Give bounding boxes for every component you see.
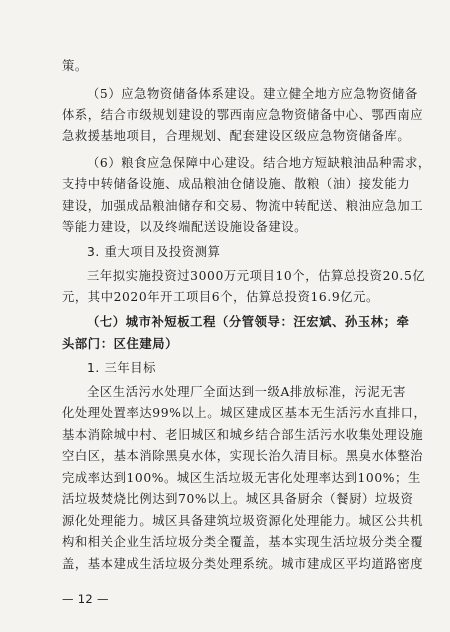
section-heading-3: 3. 重大项目及投资测算 bbox=[87, 245, 221, 259]
text-line-6: 支持中转储备设施、成品粮油仓储设施、散粮（油）接发能力 bbox=[62, 177, 411, 191]
section-heading-7-cont: 头部门：区住建局） bbox=[62, 336, 179, 351]
text-line-23: 盖，基本建成生活垃圾分类处理系统。城市建成区平均道路密度 bbox=[62, 557, 424, 571]
text-line-7: 建设，加强成品粮油储存和交易、物流中转配送、粮油应急加工 bbox=[62, 199, 424, 213]
text-line-5: （6）粮食应急保障中心建设。结合地方短缺粮油品种需求， bbox=[87, 156, 431, 170]
text-line-10: 三年拟实施投资过3000万元项目10个，估算总投资20.5亿 bbox=[87, 269, 426, 283]
text-line-15: 全区生活污水处理厂全面达到一级A排放标准，污泥无害 bbox=[87, 385, 407, 399]
text-line-21: 源化处理能力。城区具备建筑垃圾资源化处理能力。城区公共机 bbox=[62, 514, 424, 528]
section-heading-7: （七）城市补短板工程（分管领导：汪宏斌、孙玉林；牵 bbox=[87, 314, 410, 329]
text-line-8: 等能力建设，以及终端配送设施设备建设。 bbox=[62, 220, 308, 234]
text-line-3: 体系，结合市级规划建设的鄂西南应急物资储备中心、鄂西南应 bbox=[62, 108, 424, 122]
text-line-11: 元，其中2020年开工项目6个，估算总投资16.9亿元。 bbox=[62, 290, 379, 304]
text-line-16: 化处理处置率达99%以上。城区建成区基本无生活污水直排口， bbox=[62, 406, 427, 420]
text-line-4: 急救援基地项目，合理规划、配套建设区级应急物资储备库。 bbox=[62, 129, 411, 143]
subsection-heading-1: 1. 三年目标 bbox=[87, 361, 157, 375]
text-line-22: 构和相关企业生活垃圾分类全覆盖，基本实现生活垃圾分类全覆 bbox=[62, 535, 424, 549]
page-number: — 12 — bbox=[62, 592, 109, 606]
text-line-20: 活垃圾焚烧比例达到70%以上。城区具备厨余（餐厨）垃圾资 bbox=[62, 492, 414, 506]
text-line-19: 完成率达到100%。城区生活垃圾无害化处理率达到100%；生 bbox=[62, 471, 421, 485]
text-line-17: 基本消除城中村、老旧城区和城乡结合部生活污水收集处理设施 bbox=[62, 428, 424, 442]
text-line-18: 空白区，基本消除黑臭水体，实现长治久清目标。黑臭水体整治 bbox=[62, 449, 424, 463]
text-line-1: 策。 bbox=[62, 59, 88, 73]
text-line-2: （5）应急物资储备体系建设。建立健全地方应急物资储备 bbox=[87, 87, 418, 101]
